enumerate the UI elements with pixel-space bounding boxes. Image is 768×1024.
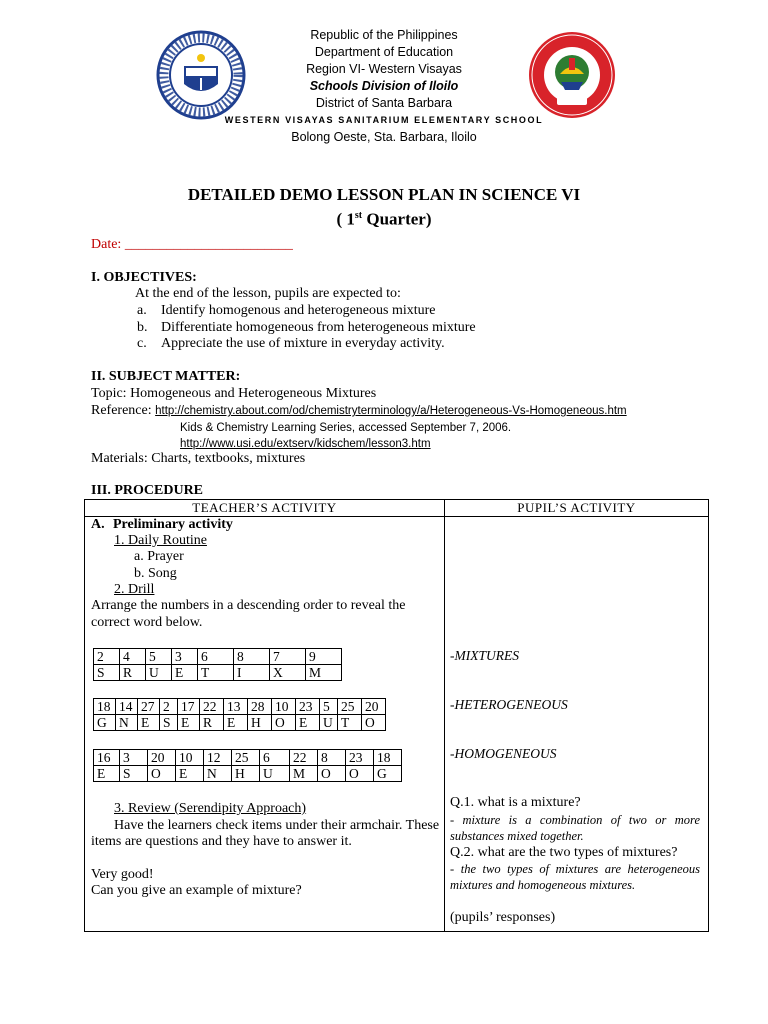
title-line-1: DETAILED DEMO LESSON PLAN IN SCIENCE VI (187, 185, 581, 204)
pupils-responses: (pupils’ responses) (450, 910, 556, 925)
answer-1: - mixture is a combination of two or more substances mixed together. (450, 813, 700, 843)
title-line-2: ( 1st Quarter) (336, 209, 432, 229)
header-republic: Republic of the Philippines (310, 28, 458, 42)
review-text-line-2: items are questions and they have to answer it. (91, 834, 352, 849)
drill-instruction-line-2: correct word below. (91, 615, 203, 630)
objective-item-a: a. Identify homogenous and heterogeneous mixture (137, 303, 436, 318)
puzzle-1-numbers-row: 2 4 5 3 6 8 7 9 (94, 649, 342, 665)
example-question: Can you give an example of mixture? (91, 883, 302, 898)
song-item: b. Song (134, 566, 177, 581)
header-address: Bolong Oeste, Sta. Barbara, Iloilo (291, 130, 477, 144)
prayer-item: a. Prayer (134, 549, 184, 564)
header-department: Department of Education (314, 45, 454, 59)
puzzle-2-numbers-row: 18 14 27 2 17 22 13 28 10 23 5 25 20 (94, 699, 386, 715)
puzzle-table-2 (93, 698, 386, 731)
objective-item-c: c. Appreciate the use of mixture in everyday activity. (137, 336, 445, 351)
puzzle-table-1 (93, 648, 342, 681)
reference-link-chemistry[interactable]: http://chemistry.about.com/od/chemistryterminology/a/Heterogeneous-Vs-Homogeneous.htm (155, 405, 627, 417)
reference-line: Reference: http://chemistry.about.com/od/chemistryterminology/a/Heterogeneous-Vs-Homogeneous.htm (91, 403, 627, 418)
drill-label: 2. Drill (114, 582, 155, 597)
date-field-label: Date: ________________________ (91, 237, 293, 252)
preliminary-activity-heading: A. Preliminary activity (91, 517, 233, 532)
header-region: Region VI- Western Visayas (306, 62, 462, 76)
objective-item-b: b. Differentiate homogeneous from heterogeneous mixture (137, 320, 476, 335)
puzzle-2-answer: -HETEROGENEOUS (450, 697, 568, 712)
header-division: Schools Division of Iloilo (309, 79, 459, 93)
reference-link-usi[interactable]: http://www.usi.edu/extserv/kidschem/lesson3.htm (180, 438, 431, 450)
objectives-intro: At the end of the lesson, pupils are expected to: (135, 286, 401, 301)
materials-line: Materials: Charts, textbooks, mixtures (91, 451, 306, 466)
very-good-text: Very good! (91, 867, 154, 882)
teacher-activity-header: TEACHER’S ACTIVITY (192, 500, 337, 515)
letterhead (0, 27, 768, 146)
puzzle-2-letters-row: G N E S E R E H O E U T O (94, 715, 386, 731)
header-district: District of Santa Barbara (315, 96, 453, 110)
review-text-line-1: Have the learners check items under their armchair. These (114, 818, 440, 833)
header-school-name: WESTERN VISAYAS SANITARIUM ELEMENTARY SCHOOL (224, 115, 544, 125)
document-title (0, 184, 768, 230)
subject-matter-heading: II. SUBJECT MATTER: (91, 369, 241, 384)
puzzle-1-answer: -MIXTURES (450, 648, 519, 663)
daily-routine-label: 1. Daily Routine (114, 533, 207, 548)
pupil-activity-header: PUPIL’S ACTIVITY (517, 500, 636, 515)
procedure-heading: III. PROCEDURE (91, 483, 204, 498)
puzzle-1-letters-row: S R U E T I X M (94, 665, 342, 681)
drill-instruction-line-1: Arrange the numbers in a descending order to reveal the (91, 598, 406, 613)
objectives-heading: I. OBJECTIVES: (91, 270, 197, 285)
reference-kids-chemistry: Kids & Chemistry Learning Series, accessed September 7, 2006. (180, 422, 512, 434)
puzzle-3-answer: -HOMOGENEOUS (450, 746, 557, 761)
puzzle-table-3 (93, 749, 402, 782)
question-1: Q.1. what is a mixture? (450, 795, 581, 810)
puzzle-3-letters-row: E S O E N H U M O O G (94, 766, 402, 782)
topic-line: Topic: Homogeneous and Heterogeneous Mixtures (91, 386, 377, 401)
answer-2: - the two types of mixtures are heterogeneous mixtures and homogeneous mixtures. (450, 862, 700, 892)
puzzle-3-numbers-row: 16 3 20 10 12 25 6 22 8 23 18 (94, 750, 402, 766)
question-2: Q.2. what are the two types of mixtures? (450, 845, 678, 860)
review-label: 3. Review (Serendipity Approach) (114, 801, 307, 816)
